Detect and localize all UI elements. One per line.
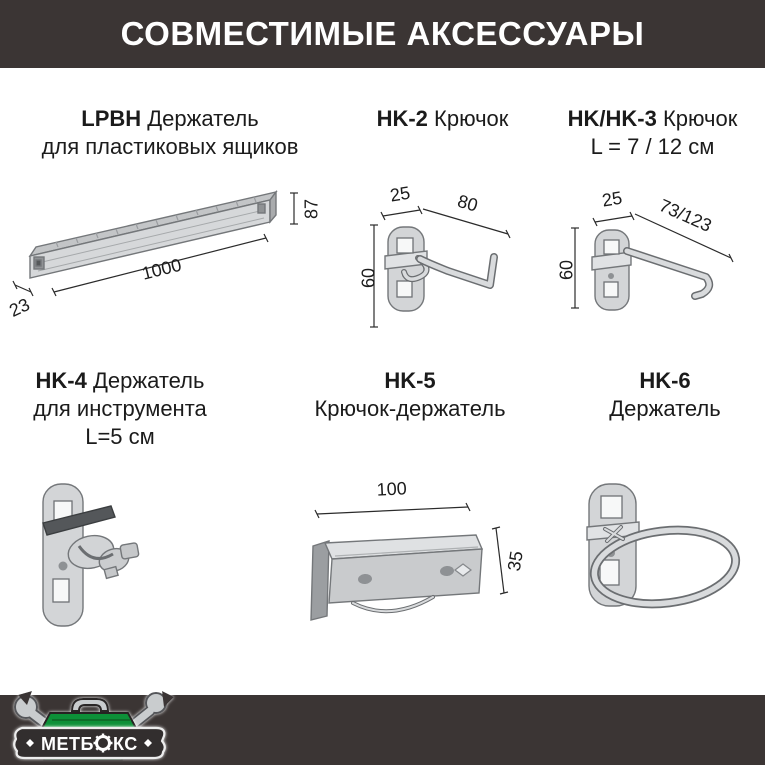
dim-height-label: 60 (358, 267, 379, 289)
product-hk5 (285, 367, 535, 423)
hk2-drawing (358, 182, 525, 335)
product-lpbh-subtitle: для пластиковых ящиков (41, 134, 299, 159)
product-hk5-subtitle: Крючок-держатель (314, 396, 506, 421)
header-bar (0, 0, 765, 68)
hk3-drawing (548, 185, 758, 335)
lpbh-drawing (8, 183, 328, 333)
product-hk4-name: Держатель (86, 368, 205, 393)
hk6-illustration (587, 484, 740, 611)
dim-width-label: 25 (388, 182, 412, 206)
dim-length-label: 1000 (139, 254, 184, 284)
product-hk6 (565, 367, 765, 423)
product-hk5-title (285, 367, 535, 395)
product-lpbh (15, 105, 325, 161)
product-hk4-subtitle: для инструмента (33, 396, 207, 421)
product-hk2-title (355, 105, 530, 133)
product-lpbh-title (15, 105, 325, 133)
dim-height-label: 35 (503, 549, 527, 573)
hk4-illustration (43, 484, 139, 626)
product-hk2-code: HK-2 (376, 106, 428, 131)
product-lpbh-code: LPBH (81, 106, 142, 131)
hk6-drawing (575, 465, 755, 640)
product-hk4-title (5, 367, 235, 395)
page-title: СОВМЕСТИМЫЕ АКСЕССУАРЫ (120, 15, 645, 52)
product-hk3-code: HK/HK-3 (567, 106, 657, 131)
product-hk6-code: HK-6 (639, 368, 691, 393)
hk3-illustration (592, 230, 709, 310)
product-hk5-code: HK-5 (384, 368, 436, 393)
dim-width-label: 100 (376, 478, 408, 500)
dim-width-label: 25 (600, 187, 624, 211)
product-hk4-code: HK-4 (35, 368, 87, 393)
product-hk2 (355, 105, 530, 133)
brand-text-left: МЕТБ (41, 734, 94, 754)
product-hk3 (540, 105, 765, 161)
hk5-illustration (311, 535, 482, 620)
dim-depth-label: 23 (6, 294, 33, 321)
product-hk3-subtitle: L = 7 / 12 см (590, 134, 715, 159)
brand-logo (6, 681, 196, 763)
hk2-dimensions (358, 183, 510, 327)
brand-text-right: КС (113, 734, 138, 754)
wrench-right-icon (130, 691, 174, 727)
product-hk4-length: L=5 см (85, 424, 155, 449)
hk4-drawing (35, 460, 205, 645)
product-hk2-name: Крючок (427, 106, 509, 131)
hk5-drawing (295, 480, 525, 645)
logo-plaque (14, 728, 165, 758)
product-hk3-name: Крючок (656, 106, 738, 131)
product-hk4 (5, 367, 235, 451)
dim-length-label: 73/123 (656, 195, 715, 236)
product-lpbh-name: Держатель (141, 106, 259, 131)
dim-height-label: 60 (556, 259, 577, 281)
hk2-illustration (385, 227, 494, 311)
product-hk6-subtitle: Держатель (609, 396, 721, 421)
dim-height-label: 87 (301, 198, 322, 220)
product-hk6-title (565, 367, 765, 395)
dim-length-label: 80 (455, 190, 481, 216)
product-hk3-title (540, 105, 765, 133)
